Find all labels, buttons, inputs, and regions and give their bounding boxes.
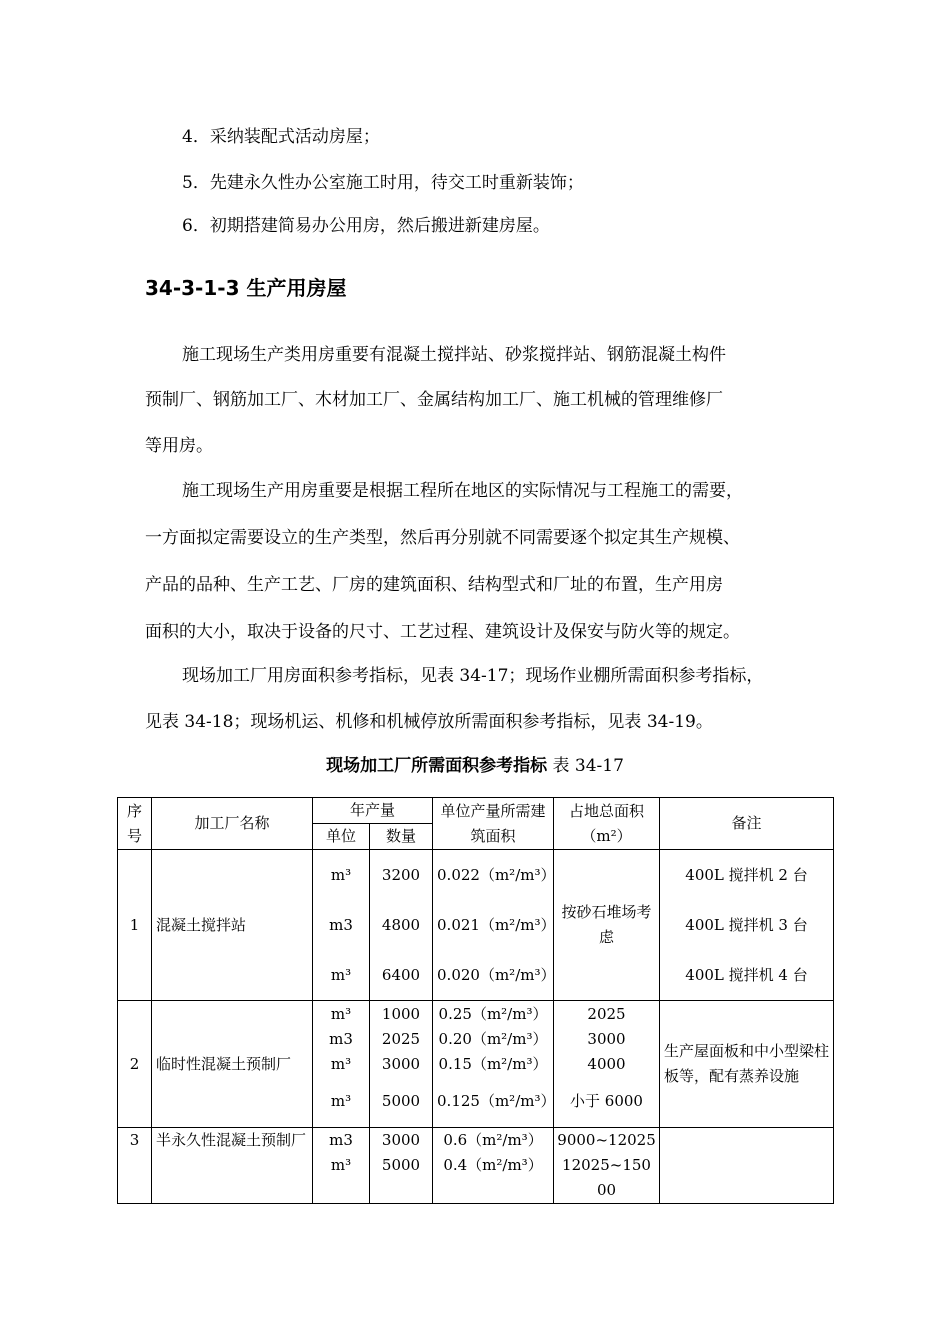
row-3-remarks (660, 1128, 834, 1204)
row-3-quantity-1: 3000 (381, 1131, 421, 1149)
row-2-remarks: 生产屋面板和中小型梁柱板等，配有蒸养设施 (660, 1001, 834, 1128)
row-1-unit-1: m³ (330, 865, 352, 884)
row-1-remarks (660, 850, 834, 1001)
list-item-5: 5．先建永久性办公室施工时用，待交工时重新装饰； (182, 173, 584, 193)
row-3-area-per-unit (433, 1128, 554, 1204)
row-3-quantity-2: 5000 (381, 1156, 421, 1174)
reference-table (117, 797, 834, 1204)
row-3-area-2: 0.4（m²/m³） (443, 1156, 543, 1174)
row-2-area-4: 0.125（m²/m³） (437, 1092, 556, 1110)
header-seq: 序号 (118, 798, 152, 850)
row-1-name: 混凝土搅拌站 (152, 850, 313, 1001)
row-1-quantities (370, 850, 433, 1001)
header-name: 加工厂名称 (152, 798, 313, 850)
header-remarks: 备注 (660, 798, 834, 850)
section-heading: 34-3-1-3 生产用房屋 (145, 276, 347, 300)
row-2-unit-2: m3 (329, 1029, 353, 1048)
row-2-total-area (554, 1001, 660, 1128)
row-1-total-area: 按砂石堆场考虑 (554, 850, 660, 1001)
paragraph-1-line-3: 等用房。 (145, 436, 213, 456)
row-2-quantity-1: 1000 (381, 1004, 421, 1023)
row-2-area-1: 0.25（m²/m³） (438, 1004, 548, 1023)
row-2-total-3: 4000 (587, 1054, 626, 1073)
row-3-area-1: 0.6（m²/m³） (443, 1131, 543, 1149)
paragraph-2-line-2: 一方面拟定需要设立的生产类型，然后再分别就不同需要逐个拟定其生产规模、 (145, 528, 740, 548)
header-unit: 单位 (313, 824, 370, 850)
row-2-unit-1: m³ (330, 1004, 352, 1023)
paragraph-3-line-2: 见表 34-18；现场机运、机修和机械停放所需面积参考指标，见表 34-19。 (145, 712, 713, 732)
row-2-area-per-unit (433, 1001, 554, 1128)
list-item-4: 4．采纳装配式活动房屋； (182, 127, 380, 147)
paragraph-2-line-3: 产品的品种、生产工艺、厂房的建筑面积、结构型式和厂址的布置，生产用房 (145, 575, 723, 595)
row-2-quantity-2: 2025 (381, 1029, 421, 1048)
row-2-unit-4: m³ (330, 1092, 352, 1110)
table-caption-title: 现场加工厂所需面积参考指标 (326, 756, 548, 776)
table-caption (0, 754, 950, 778)
list-item-6: 6．初期搭建简易办公用房，然后搬进新建房屋。 (182, 216, 550, 236)
row-2-total-4: 小于 6000 (570, 1092, 643, 1110)
row-1-unit-3: m³ (330, 965, 352, 984)
row-1-area-per-unit (433, 850, 554, 1001)
row-2-total-1: 2025 (587, 1004, 626, 1023)
row-2-quantity-3: 3000 (381, 1054, 421, 1073)
row-2-area-2: 0.20（m²/m³） (438, 1029, 548, 1048)
table-row (118, 1128, 834, 1204)
paragraph-1-line-2: 预制厂、钢筋加工厂、木材加工厂、金属结构加工厂、施工机械的管理维修厂 (145, 390, 723, 410)
paragraph-2-line-1: 施工现场生产用房重要是根据工程所在地区的实际情况与工程施工的需要， (182, 481, 743, 501)
table-row (118, 850, 834, 1001)
row-2-area-3: 0.15（m²/m³） (438, 1054, 548, 1073)
row-3-total-1: 9000~12025 (557, 1131, 656, 1149)
row-2-quantity-4: 5000 (381, 1092, 421, 1110)
row-1-quantity-1: 3200 (381, 865, 421, 884)
header-area-per-unit: 单位产量所需建筑面积 (433, 798, 554, 850)
table-row (118, 1001, 834, 1128)
row-1-units (313, 850, 370, 1001)
row-1-remark-3: 400L 搅拌机 4 台 (685, 965, 808, 984)
row-3-unit-2: m³ (330, 1156, 352, 1174)
row-3-quantities (370, 1128, 433, 1204)
row-3-units (313, 1128, 370, 1204)
header-total-area: 占地总面积（m²） (554, 798, 660, 850)
row-2-total-2: 3000 (587, 1029, 626, 1048)
row-2-quantities (370, 1001, 433, 1128)
row-1-area-3: 0.020（m²/m³） (437, 965, 556, 984)
row-1-remark-2: 400L 搅拌机 3 台 (685, 915, 808, 934)
paragraph-1-line-1: 施工现场生产类用房重要有混凝土搅拌站、砂浆搅拌站、钢筋混凝土构件 (182, 345, 726, 365)
row-1-remark-1: 400L 搅拌机 2 台 (685, 865, 808, 884)
header-quantity: 数量 (370, 824, 433, 850)
row-1-area-2: 0.021（m²/m³） (437, 915, 556, 934)
row-2-unit-3: m³ (330, 1054, 352, 1073)
table-header-row-1 (118, 798, 834, 824)
header-annual-output: 年产量 (313, 798, 433, 824)
row-1-area-1: 0.022（m²/m³） (437, 865, 556, 884)
row-3-total-area (554, 1128, 660, 1204)
table-caption-number: 表 34-17 (552, 756, 624, 776)
row-2-name: 临时性混凝土预制厂 (152, 1001, 313, 1128)
row-1-quantity-2: 4800 (381, 915, 421, 934)
paragraph-2-line-4: 面积的大小，取决于设备的尺寸、工艺过程、建筑设计及保安与防火等的规定。 (145, 622, 740, 642)
paragraph-3-line-1: 现场加工厂用房面积参考指标，见表 34-17；现场作业棚所需面积参考指标， (182, 666, 764, 686)
row-1-seq: 1 (118, 850, 152, 1001)
row-2-seq: 2 (118, 1001, 152, 1128)
row-3-total-2: 12025~15000 (562, 1156, 651, 1199)
row-1-unit-2: m3 (329, 915, 353, 934)
row-3-name: 半永久性混凝土预制厂 (152, 1128, 313, 1204)
row-3-unit-1: m3 (329, 1131, 353, 1149)
row-2-units (313, 1001, 370, 1128)
row-1-quantity-3: 6400 (381, 965, 421, 984)
row-3-seq: 3 (118, 1128, 152, 1204)
